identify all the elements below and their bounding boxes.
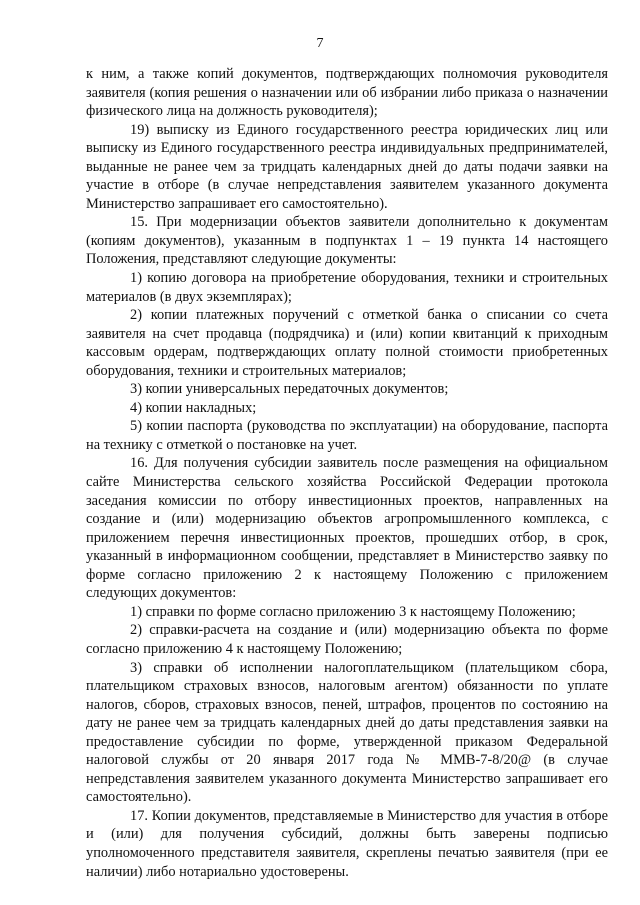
paragraph: 3) справки об исполнении налогоплательщиком (плательщиком сбора, плательщиком страховых взносов, налоговым агентом) обязанности по уплате налогов, сборов, страховых взносов, пеней, штрафов, процентов по состоянию на дату не ранее чем за тридцать календарных дней до даты представления заявки на предоставление субсидии по форме, утвержденной приказом Федеральной налоговой службы от 20 января 2017 года № ММВ-7-8/20@ (в случае непредставления заявителем указанного документа Министерство запрашивает его самостоятельно). [86,659,608,806]
page-number: 7 [316,36,324,51]
paragraph: 19) выписку из Единого государственного реестра юридических лиц или выписку из Единого государственного реестра индивидуальных предпринимателей, выданные не ранее чем за тридцать календарных дней до даты подачи заявки на участие в отборе (в случае непредставления заявителем указанного документа Министерство запрашивает его самостоятельно). [86,121,608,212]
paragraph: 15. При модернизации объектов заявители дополнительно к документам (копиям документов), указанным в подпунктах 1 – 19 пункта 14 настоящего Положения, представляют следующие документы: [86,214,608,268]
paragraph: 16. Для получения субсидии заявитель после размещения на официальном сайте Министерства сельского хозяйства Российской Федерации протокола заседания комиссии по отбору инвестиционных проектов, направленных на создание и (или) модернизацию объектов агропромышленного комплекса, с приложением перечня инвестиционных проектов, прошедших отбор, в срок, указанный в информационном сообщении, представляет в Министерство заявку по форме согласно приложению 2 к настоящему Положению с приложением следующих документов: [86,455,608,602]
paragraph: 5) копии паспорта (руководства по эксплуатации) на оборудование, паспорта на технику с отметкой о постановке на учет. [86,418,608,453]
paragraph: 2) копии платежных поручений с отметкой банка о списании со счета заявителя на счет продавца (подрядчика) и (или) копии квитанций к приходным кассовым ордерам, подтверждающих оплату полной стоимости приобретенных оборудования, техники и строительных материалов; [86,307,608,379]
paragraph: 3) копии универсальных передаточных документов; [130,381,449,398]
paragraph: к ним, а также копий документов, подтверждающих полномочия руководителя заявителя (копия решения о назначении или об избрании либо приказа о назначении физического лица на должность руководителя); [86,66,608,120]
paragraph: 17. Копии документов, представляемые в Министерство для участия в отборе и (или) для получения субсидий, должны быть заверены подписью уполномоченного представителя заявителя, скреплены печатью заявителя (при ее наличии) либо нотариально удостоверены. [86,807,608,880]
body-text [86,65,608,881]
paragraph: 1) справки по форме согласно приложению 3 к настоящему Положению; [130,603,576,620]
paragraph: 4) копии накладных; [130,399,257,416]
paragraph: 1) копию договора на приобретение оборудования, техники и строительных материалов (в двух экземплярах); [86,270,608,305]
paragraph: 2) справки-расчета на создание и (или) модернизацию объекта по форме согласно приложению 4 к настоящему Положению; [86,622,608,657]
